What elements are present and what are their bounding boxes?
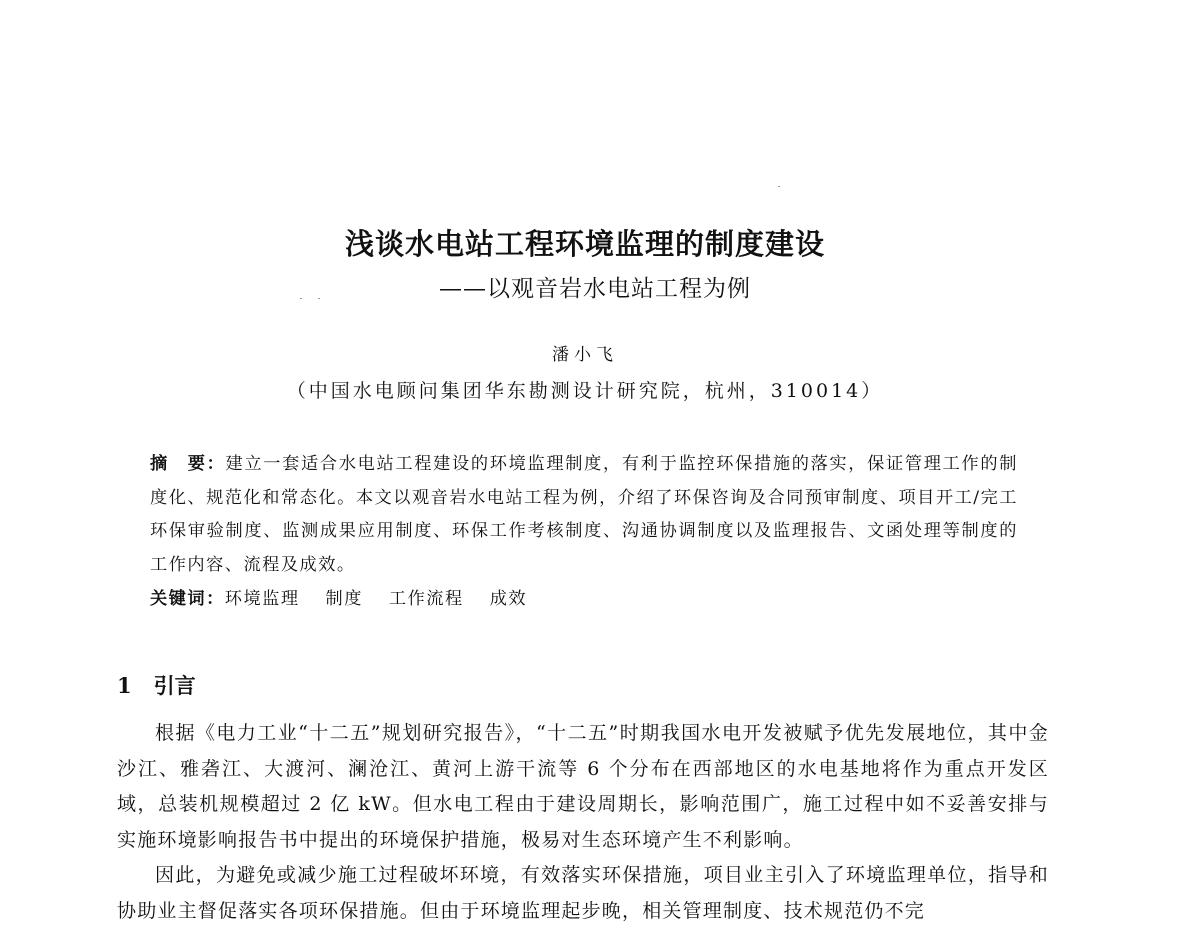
section-title: 引言 [153,673,196,698]
keyword: 成效 [489,589,528,609]
paper-affiliation: （中国水电顾问集团华东勘测设计研究院，杭州，310014） [286,380,884,402]
paragraph: 根据《电力工业“十二五”规划研究报告》，“十二五”时期我国水电开发被赋予优先发展地位，其中金沙江、雅砻江、大渡河、澜沧江、黄河上游干流等 6 个分布在西部地区的水电基地将作为重点开发区域，总装机规模超过 2 亿 kW。但水电工程由于建设周期长，影响范围广，施工过程中如不妥善安排与实施环境影响报告书中提出的环境保护措施，极易对生态环境产生不利影响。 [117,722,1049,851]
keywords-label: 关键词： [150,589,225,609]
paragraph: 因此，为避免或减少施工过程破坏环境，有效落实环保措施，项目业主引入了环境监理单位，指导和协助业主督促落实各项环保措施。但由于环境监理起步晚，相关管理制度、技术规范仍不完 [117,864,1049,922]
abstract [150,448,1018,582]
section-heading [117,670,196,700]
paper-subtitle: ——以观音岩水电站工程为例 [439,276,751,302]
keyword: 环境监理 [224,589,300,609]
keyword: 制度 [325,589,363,609]
scan-speck [778,186,780,187]
keywords [150,584,1018,609]
paper-title: 浅谈水电站工程环境监理的制度建设 [344,227,825,261]
body-text [117,716,1049,929]
keyword: 工作流程 [388,589,464,609]
abstract-text: 建立一套适合水电站工程建设的环境监理制度，有利于监控环保措施的落实，保证管理工作的制度化、规范化和常态化。本文以观音岩水电站工程为例，介绍了环保咨询及合同预审制度、项目开工/完工环保审验制度、监测成果应用制度、环保工作考核制度、沟通协调制度以及监理报告、文函处理等制度的工作内容、流程及成效。 [150,454,1018,575]
section-number: 1 [117,673,132,698]
abstract-label: 摘 要： [150,454,226,474]
paper-author: 潘小飞 [552,345,618,365]
